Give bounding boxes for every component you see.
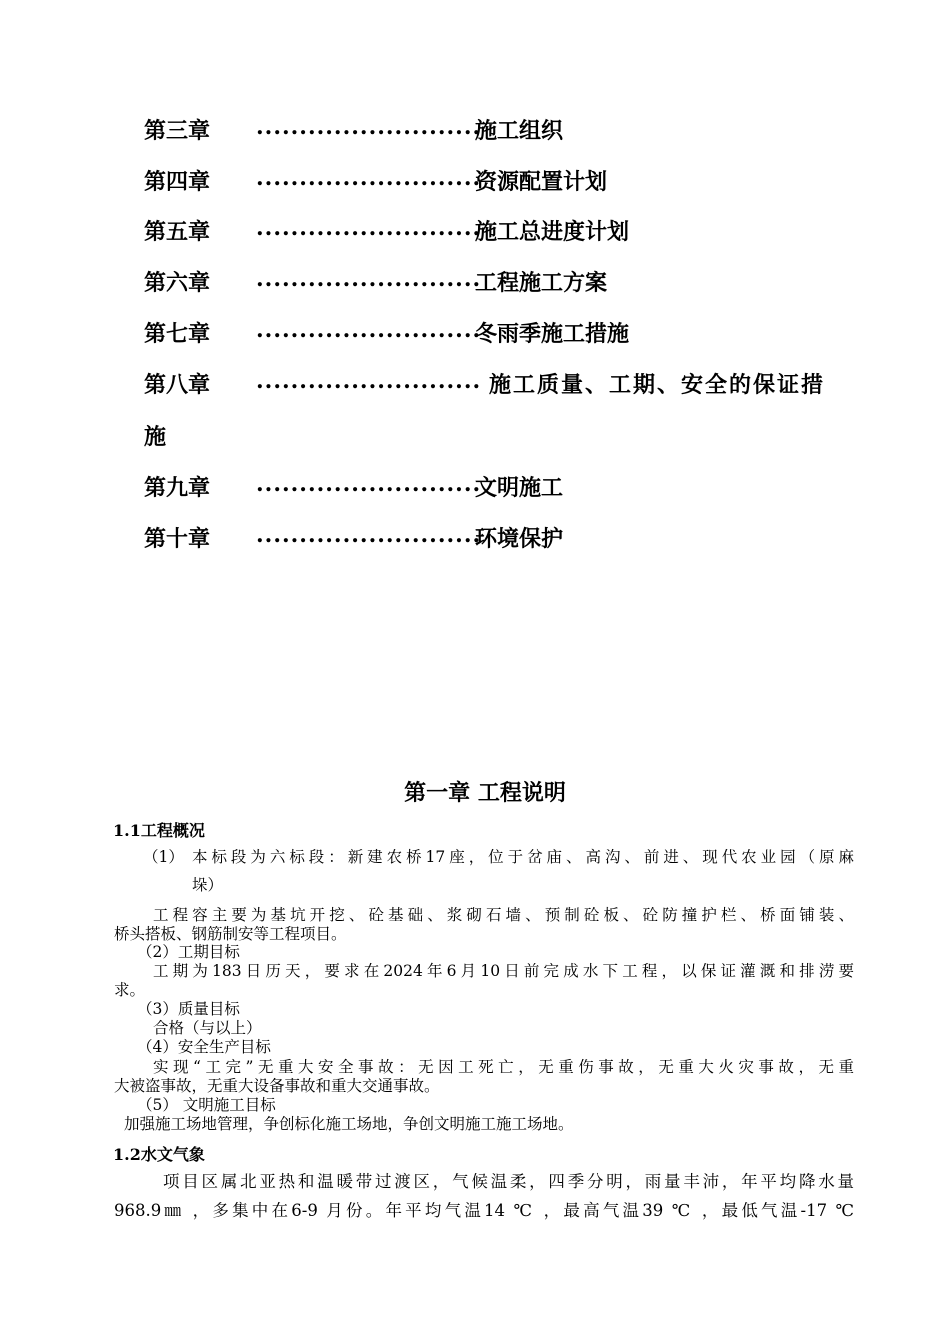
- section-heading-1-1: 1.1工程概况: [113, 821, 205, 840]
- toc-leader-dots: ..........................: [256, 114, 482, 140]
- item-marker: （1）: [143, 848, 184, 866]
- toc-leader-dots: ..........................: [256, 317, 482, 343]
- toc-chapter-number: 第六章: [144, 270, 211, 296]
- toc-entry-chapter-5[interactable]: [0, 215, 950, 255]
- toc-chapter-number: 第三章: [144, 118, 211, 144]
- section-heading-1-2: 1.2水文气象: [113, 1145, 205, 1164]
- toc-chapter-title: 工程施工方案: [475, 270, 608, 296]
- paragraph-line: 桥头搭板、钢筋制安等工程项目。: [114, 925, 347, 943]
- toc-chapter-title: 施工质量、工期、安全的保证措: [489, 372, 826, 398]
- paragraph-line: 实现“工完”无重大安全事故：无因工死亡，无重伤事故，无重大火灾事故，无重: [153, 1058, 854, 1076]
- toc-entry-chapter-8[interactable]: [0, 368, 950, 408]
- toc-chapter-title: 施工总进度计划: [475, 219, 630, 245]
- toc-chapter-title-wrap: 施: [144, 424, 167, 450]
- item-heading: （4）安全生产目标: [137, 1038, 271, 1056]
- paragraph-line: 968.9㎜ ，多集中在6-9 月份。年平均气温14 ℃ ，最高气温39 ℃ ，最低气温-17 ℃: [114, 1201, 854, 1220]
- paragraph-line: 垛）: [192, 876, 224, 894]
- toc-leader-dots: ..........................: [256, 522, 482, 548]
- paragraph-line: 求。: [114, 981, 146, 999]
- toc-chapter-number: 第九章: [144, 475, 211, 501]
- toc-chapter-number: 第五章: [144, 219, 211, 245]
- toc-chapter-number: 第四章: [144, 169, 211, 195]
- item-heading: （2）工期目标: [137, 943, 240, 961]
- toc-entry-chapter-4[interactable]: [0, 165, 950, 205]
- paragraph-line: 加强施工场地管理，争创标化施工场地，争创文明施工施工场地。: [124, 1115, 574, 1133]
- paragraph-line: 本标段为六标段：新建农桥17座，位于岔庙、高沟、前进、现代农业园（原麻: [192, 848, 854, 866]
- item-heading: （5） 文明施工目标: [137, 1096, 276, 1114]
- toc-leader-dots: ..........................: [256, 368, 482, 394]
- toc-entry-chapter-9[interactable]: [0, 471, 950, 511]
- toc-chapter-number: 第十章: [144, 526, 211, 552]
- toc-leader-dots: ..........................: [256, 215, 482, 241]
- toc-chapter-title: 资源配置计划: [475, 169, 608, 195]
- toc-chapter-number: 第八章: [144, 372, 211, 398]
- paragraph-line: 大被盗事故，无重大设备事故和重大交通事故。: [114, 1077, 440, 1095]
- toc-entry-chapter-7[interactable]: [0, 317, 950, 357]
- toc-chapter-title: 施工组织: [475, 118, 564, 144]
- paragraph-line: 项目区属北亚热和温暖带过渡区，气候温柔，四季分明，雨量丰沛，年平均降水量: [163, 1172, 854, 1191]
- chapter-title: 第一章 工程说明: [404, 780, 566, 806]
- paragraph-line: 工期为183日历天，要求在2024年6月10日前完成水下工程，以保证灌溉和排涝要: [153, 962, 854, 980]
- toc-leader-dots: ..........................: [256, 266, 482, 292]
- paragraph-line: 工程容主要为基坑开挖、砼基础、浆砌石墙、预制砼板、砼防撞护栏、桥面铺装、: [153, 906, 854, 924]
- toc-chapter-title: 环境保护: [475, 526, 564, 552]
- paragraph-line: 合格（与以上）: [153, 1019, 262, 1037]
- toc-chapter-title: 冬雨季施工措施: [475, 321, 630, 347]
- toc-chapter-number: 第七章: [144, 321, 211, 347]
- toc-entry-chapter-3[interactable]: [0, 114, 950, 154]
- item-heading: （3）质量目标: [137, 1000, 240, 1018]
- toc-entry-chapter-10[interactable]: [0, 522, 950, 562]
- toc-entry-chapter-6[interactable]: [0, 266, 950, 306]
- toc-leader-dots: ..........................: [256, 165, 482, 191]
- toc-chapter-title: 文明施工: [475, 475, 564, 501]
- toc-leader-dots: ..........................: [256, 471, 482, 497]
